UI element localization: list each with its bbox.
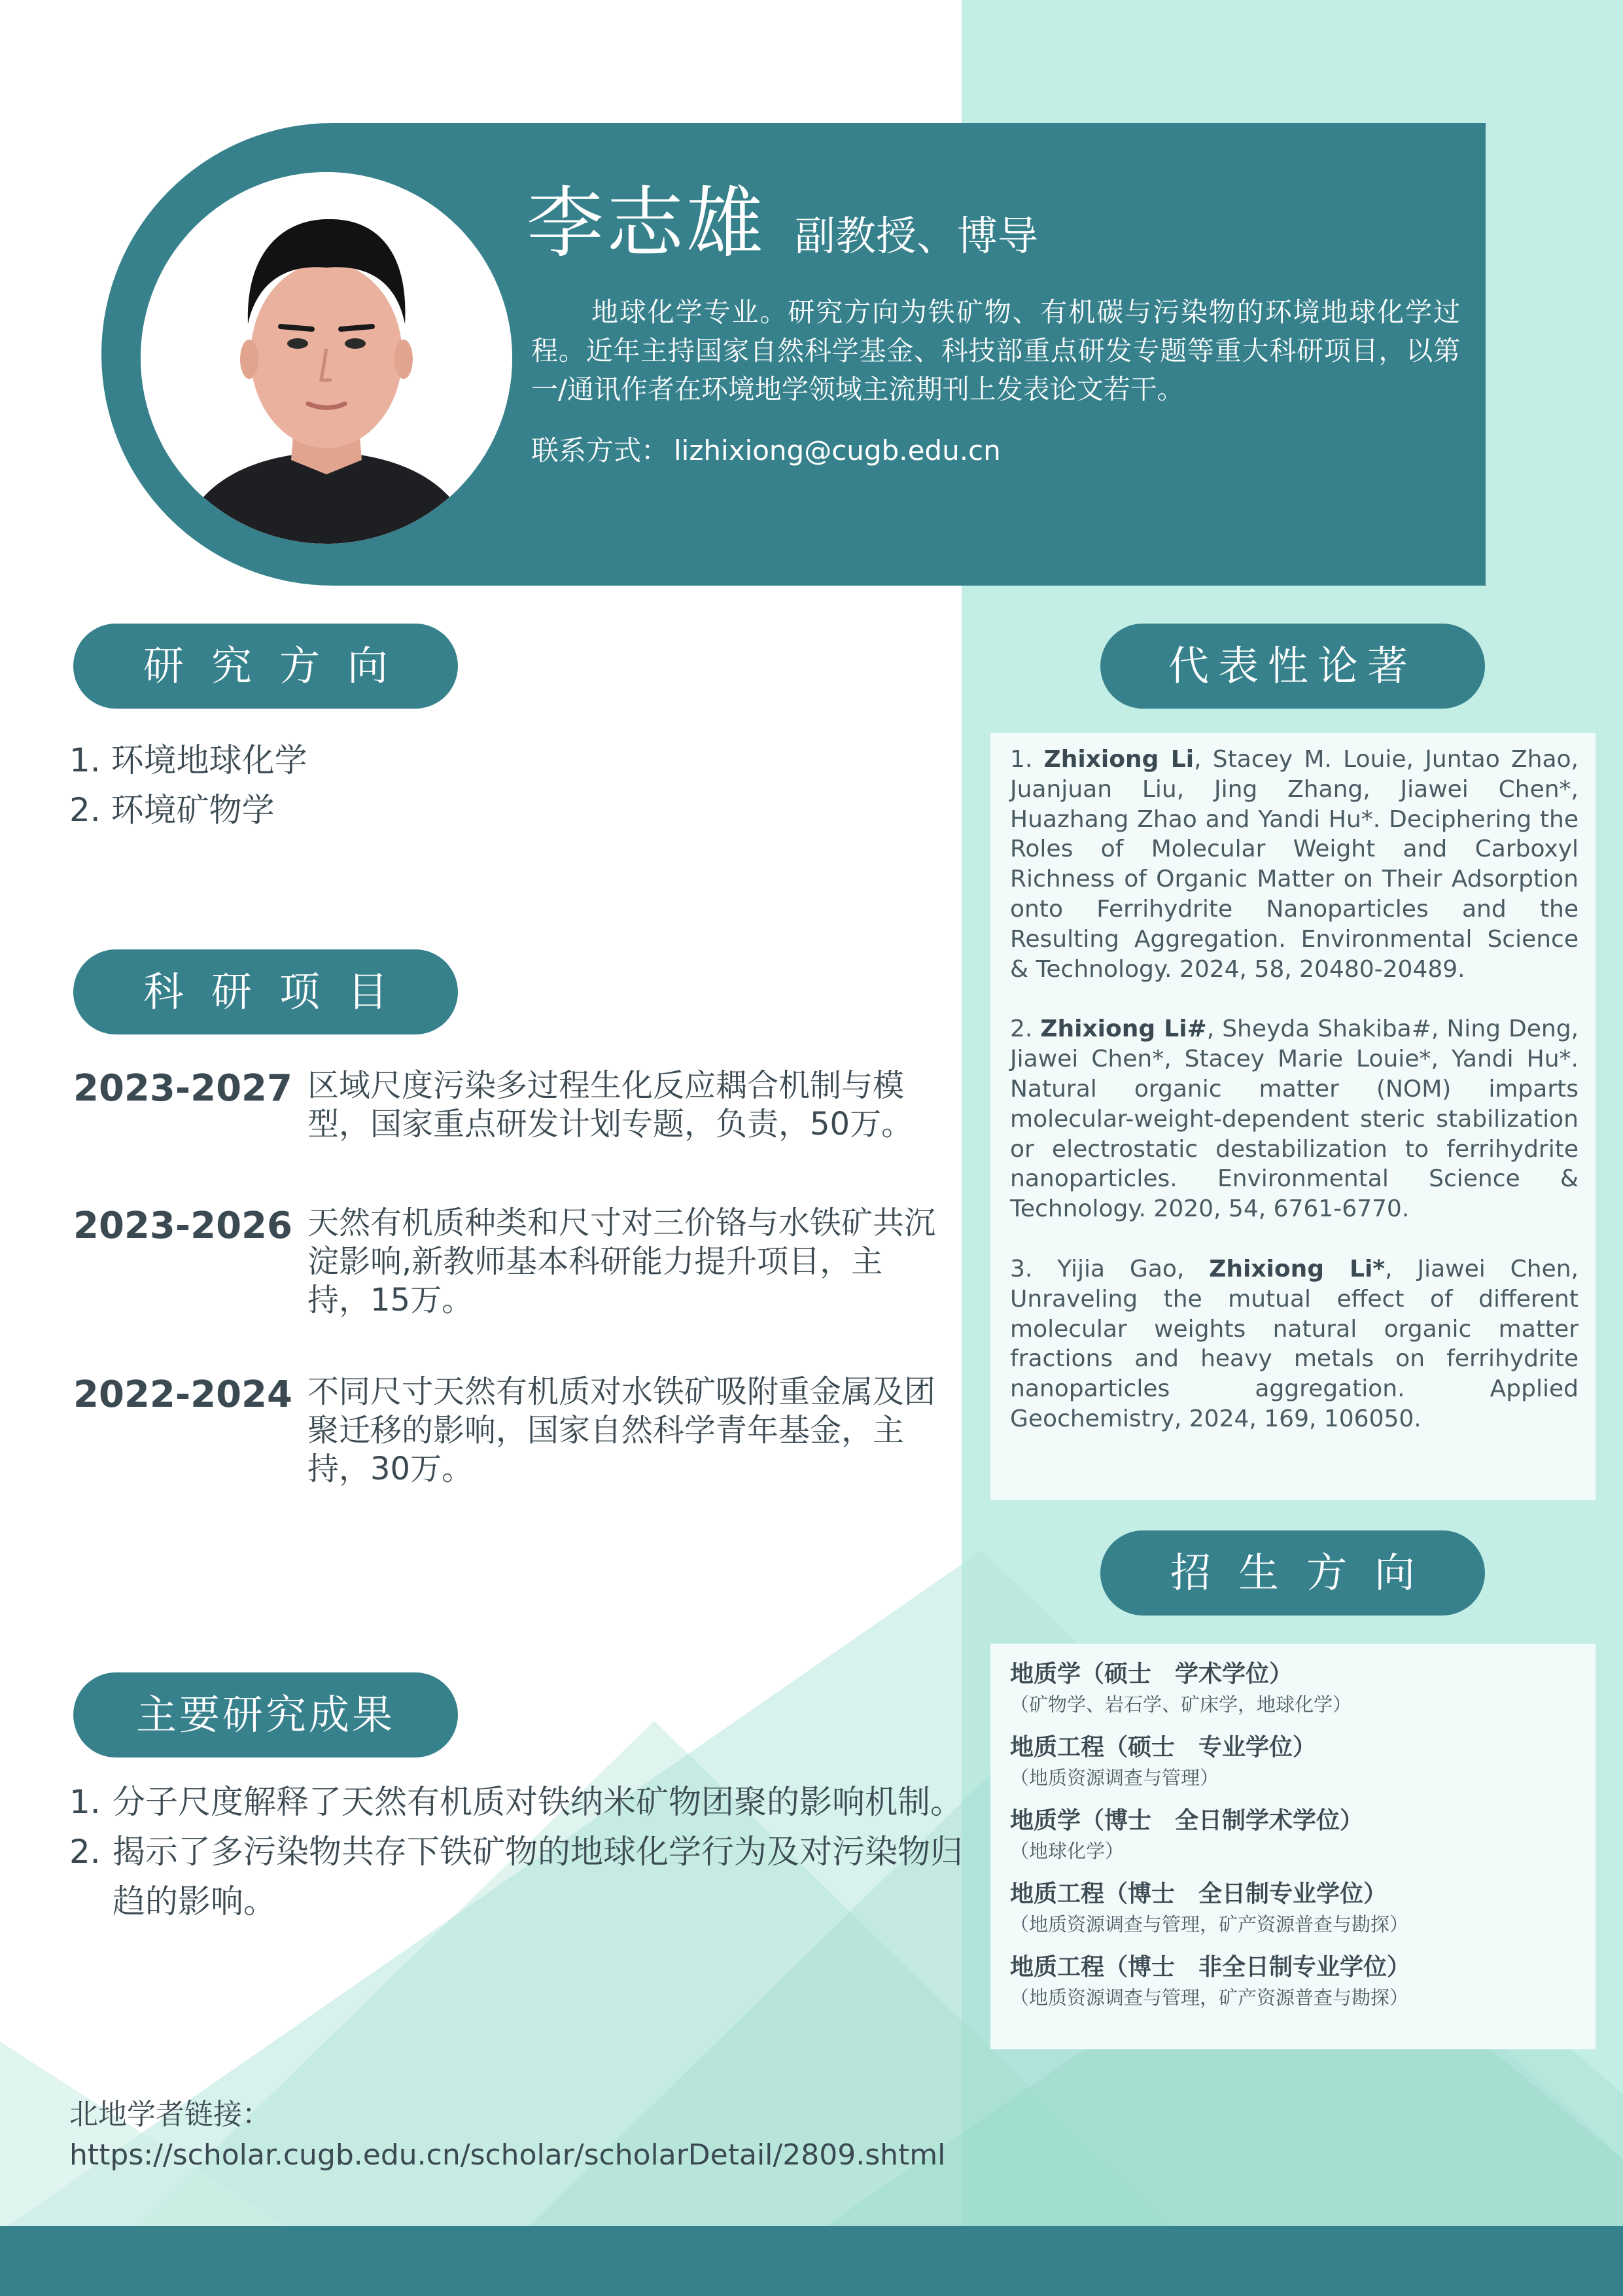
publications-box bbox=[990, 733, 1596, 1500]
enrollment-program: 地质工程（博士 全日制专业学位） bbox=[1010, 1881, 1387, 1907]
footer-band bbox=[0, 2226, 1623, 2296]
publication-entry bbox=[1010, 1014, 1579, 1224]
project-years: 2022-2024 bbox=[73, 1373, 292, 1416]
enrollment-program: 地质学（博士 全日制学术学位） bbox=[1010, 1807, 1364, 1834]
contact-line bbox=[531, 434, 1001, 467]
intro-paragraph: 地球化学专业。研究方向为铁矿物、有机碳与污染物的环境地球化学过程。近年主持国家自然科学基金、科技部重点研发专题等重大科研项目，以第一/通讯作者在环境地学领域主流期刊上发表论文若干。 bbox=[531, 296, 1460, 405]
enrollment-item bbox=[1010, 1878, 1576, 1938]
research-item: 1. 环境地球化学 bbox=[69, 741, 307, 779]
achievement-number: 1. bbox=[69, 1783, 101, 1821]
enrollment-item bbox=[1010, 1805, 1576, 1865]
contact-label: 联系方式： bbox=[531, 434, 669, 467]
enrollment-item bbox=[1010, 1658, 1576, 1718]
enrollment-program: 地质工程（硕士 专业学位） bbox=[1010, 1734, 1317, 1761]
achievement-text: 分子尺度解释了天然有机质对铁纳米矿物团聚的影响机制。 bbox=[113, 1783, 963, 1821]
project-years: 2023-2026 bbox=[73, 1205, 292, 1247]
person-title: 副教授、博导 bbox=[795, 212, 1039, 260]
enrollment-program: 地质学（硕士 学术学位） bbox=[1010, 1661, 1293, 1687]
enrollment-detail: （矿物学、岩石学、矿床学，地球化学） bbox=[1010, 1693, 1352, 1716]
enrollment-detail: （地球化学） bbox=[1010, 1840, 1125, 1862]
enrollment-detail: （地质资源调查与管理，矿产资源普查与勘探） bbox=[1010, 1913, 1409, 1935]
publication-author-highlight: Zhixiong Li# bbox=[1040, 1016, 1207, 1043]
scholar-link-url[interactable]: https://scholar.cugb.edu.cn/scholar/scholarDetail/2809.shtml bbox=[69, 2138, 946, 2172]
enrollment-detail: （地质资源调查与管理，矿产资源普查与勘探） bbox=[1010, 1987, 1409, 2009]
scholar-link-label: 北地学者链接： bbox=[69, 2098, 271, 2131]
publication-prefix: 3. Yijia Gao, bbox=[1010, 1255, 1210, 1282]
research-item: 2. 环境矿物学 bbox=[69, 791, 275, 829]
publication-prefix: 2. bbox=[1010, 1016, 1041, 1043]
enrollment-heading: 招生方向 bbox=[1100, 1530, 1485, 1616]
publications-heading: 代表性论著 bbox=[1100, 624, 1485, 709]
publication-entry bbox=[1010, 745, 1579, 984]
publication-author-highlight: Zhixiong Li bbox=[1043, 746, 1195, 773]
publication-rest: , Sheyda Shakiba#, Ning Deng, Jiawei Chen*, Stacey Marie Louie*, Yandi Hu*. Natural organic matter (NOM) imparts molecular-weight-dependent steric stabilization or electrostatic destabilization to ferrihydrite nanoparticles. Environmental Science & Technology. 2020, 54, 6761-6770. bbox=[1010, 1016, 1579, 1223]
achievement-item bbox=[69, 1777, 979, 1827]
project-years: 2023-2027 bbox=[73, 1067, 292, 1110]
achievement-number: 2. bbox=[69, 1833, 101, 1871]
research-list bbox=[69, 735, 307, 835]
enrollment-box bbox=[990, 1644, 1596, 2049]
publication-rest: , Stacey M. Louie, Juntao Zhao, Juanjuan Liu, Jing Zhang, Jiawei Chen*, Huazhang Zhao and Yandi Hu*. Deciphering the Roles of Molecular Weight and Carboxyl Richness of Organic Matter on Their Adsorption onto Ferrihydrite Nanoparticles and the Resulting Aggregation. Environmental Science & Technology. 2024, 58, 20480-20489. bbox=[1010, 746, 1579, 983]
achievement-text: 揭示了多污染物共存下铁矿物的地球化学行为及对污染物归趋的影响。 bbox=[113, 1833, 963, 1920]
research-heading: 研究方向 bbox=[73, 624, 458, 709]
project-description: 天然有机质种类和尺寸对三价铬与水铁矿共沉淀影响,新教师基本科研能力提升项目，主持，15万。 bbox=[307, 1205, 936, 1318]
publication-entry bbox=[1010, 1254, 1579, 1434]
project-description: 区域尺度污染多过程生化反应耦合机制与模型，国家重点研发计划专题，负责，50万。 bbox=[307, 1067, 913, 1142]
publication-author-highlight: Zhixiong Li* bbox=[1209, 1255, 1386, 1282]
enrollment-program: 地质工程（博士 非全日制专业学位） bbox=[1010, 1954, 1411, 1981]
projects-heading: 科研项目 bbox=[73, 949, 458, 1034]
project-description: 不同尺寸天然有机质对水铁矿吸附重金属及团聚迁移的影响，国家自然科学青年基金，主持，30万。 bbox=[307, 1373, 936, 1487]
portrait-photo bbox=[141, 172, 512, 544]
enrollment-detail: （地质资源调查与管理） bbox=[1010, 1767, 1219, 1789]
achievement-item bbox=[69, 1827, 979, 1926]
publication-rest: , Jiawei Chen, Unraveling the mutual effect of different molecular weights natural organic matter fractions and heavy metals on ferrihydrite nanoparticles aggregation. Applied Geochemistry, 2024, 169, 106050. bbox=[1010, 1255, 1579, 1432]
enrollment-item bbox=[1010, 1731, 1576, 1792]
contact-email[interactable]: lizhixiong@cugb.edu.cn bbox=[674, 434, 1001, 467]
person-name: 李志雄 bbox=[527, 178, 767, 268]
achievements-list bbox=[69, 1777, 979, 1926]
publication-prefix: 1. bbox=[1010, 746, 1044, 773]
achievements-heading: 主要研究成果 bbox=[73, 1672, 458, 1757]
enrollment-item bbox=[1010, 1951, 1576, 2011]
